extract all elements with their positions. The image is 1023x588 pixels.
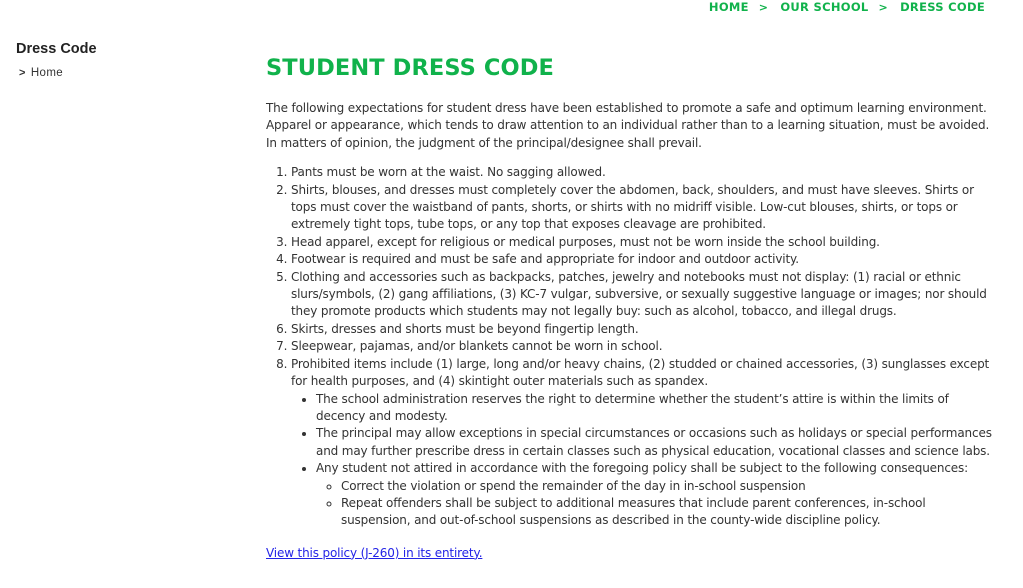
chevron-right-icon: > xyxy=(19,67,26,79)
list-item: 2. Shirts, blouses, and dresses must completely cover the abdomen, back, shoulders, and must have sleeves. Shirts or tops must cover the waistband of pants, shorts, or shirts with no midriff visible. Low-cut blouses, shirts, or tops or extremely tight tops, tube tops, or any top that exposes cleavage are prohibited. xyxy=(291,182,996,234)
consequences-list xyxy=(316,478,996,530)
chevron-right-icon: > xyxy=(758,0,769,14)
list-item: • The school administration reserves the right to determine whether the student’s attire is within the limits of decency and modesty. xyxy=(316,391,996,426)
list-item: • The principal may allow exceptions in special circumstances or occasions such as holidays or special performances and may further prescribe dress in certain classes such as physical education, vocational classes and science labs. xyxy=(316,425,996,460)
view-policy-link[interactable]: View this policy (J-260) in its entirety. xyxy=(266,545,483,560)
breadcrumb xyxy=(709,0,985,14)
rules-list xyxy=(266,164,996,530)
sidebar-title: Dress Code xyxy=(16,41,97,57)
list-item: 7. Sleepwear, pajamas, and/or blankets cannot be worn in school. xyxy=(291,338,996,355)
list-item: ◦ Correct the violation or spend the remainder of the day in in-school suspension xyxy=(341,478,996,495)
sidebar-item-label: Home xyxy=(30,67,64,79)
subrules-list xyxy=(291,391,996,530)
list-item: 1. Pants must be worn at the waist. No sagging allowed. xyxy=(291,164,996,181)
breadcrumb-home[interactable]: HOME xyxy=(708,0,749,14)
main-content xyxy=(266,52,996,561)
sidebar-item-home[interactable] xyxy=(16,67,236,79)
page-title: STUDENT DRESS CODE xyxy=(266,55,554,81)
intro-paragraph: The following expectations for student dress have been established to promote a safe and optimum learning environment. Apparel or appearance, which tends to draw attention to an individual rather than to a learning situation, must be avoided. In matters of opinion, the judgment of the principal/designee shall prevail. xyxy=(266,101,990,150)
list-item-text: Prohibited items include (1) large, long and/or heavy chains, (2) studded or chained accessories, (3) sunglasses except for health purposes, and (4) skintight outer materials such as spandex. xyxy=(291,356,990,389)
list-item-text: Any student not attired in accordance with the foregoing policy shall be subject to the following consequences: xyxy=(316,461,969,476)
breadcrumb-our-school[interactable]: OUR SCHOOL xyxy=(780,0,869,14)
list-item: 4. Footwear is required and must be safe and appropriate for indoor and outdoor activity. xyxy=(291,251,996,268)
sidebar xyxy=(16,41,236,79)
list-item: 6. Skirts, dresses and shorts must be beyond fingertip length. xyxy=(291,321,996,338)
list-item xyxy=(316,460,996,530)
list-item: 5. Clothing and accessories such as backpacks, patches, jewelry and notebooks must not display: (1) racial or ethnic slurs/symbols, (2) gang affiliations, (3) KC-7 vulgar, subversive, or sexually suggestive language or images; nor should they promote products which students may not legally buy: such as alcohol, tobacco, and illegal drugs. xyxy=(291,269,996,321)
breadcrumb-dress-code[interactable]: DRESS CODE xyxy=(900,0,985,14)
chevron-right-icon: > xyxy=(878,0,889,14)
list-item xyxy=(291,356,996,530)
list-item: 3. Head apparel, except for religious or medical purposes, must not be worn inside the school building. xyxy=(291,234,996,251)
list-item: ◦ Repeat offenders shall be subject to additional measures that include parent conferences, in-school suspension, and out-of-school suspensions as described in the county-wide discipline policy. xyxy=(341,495,996,530)
